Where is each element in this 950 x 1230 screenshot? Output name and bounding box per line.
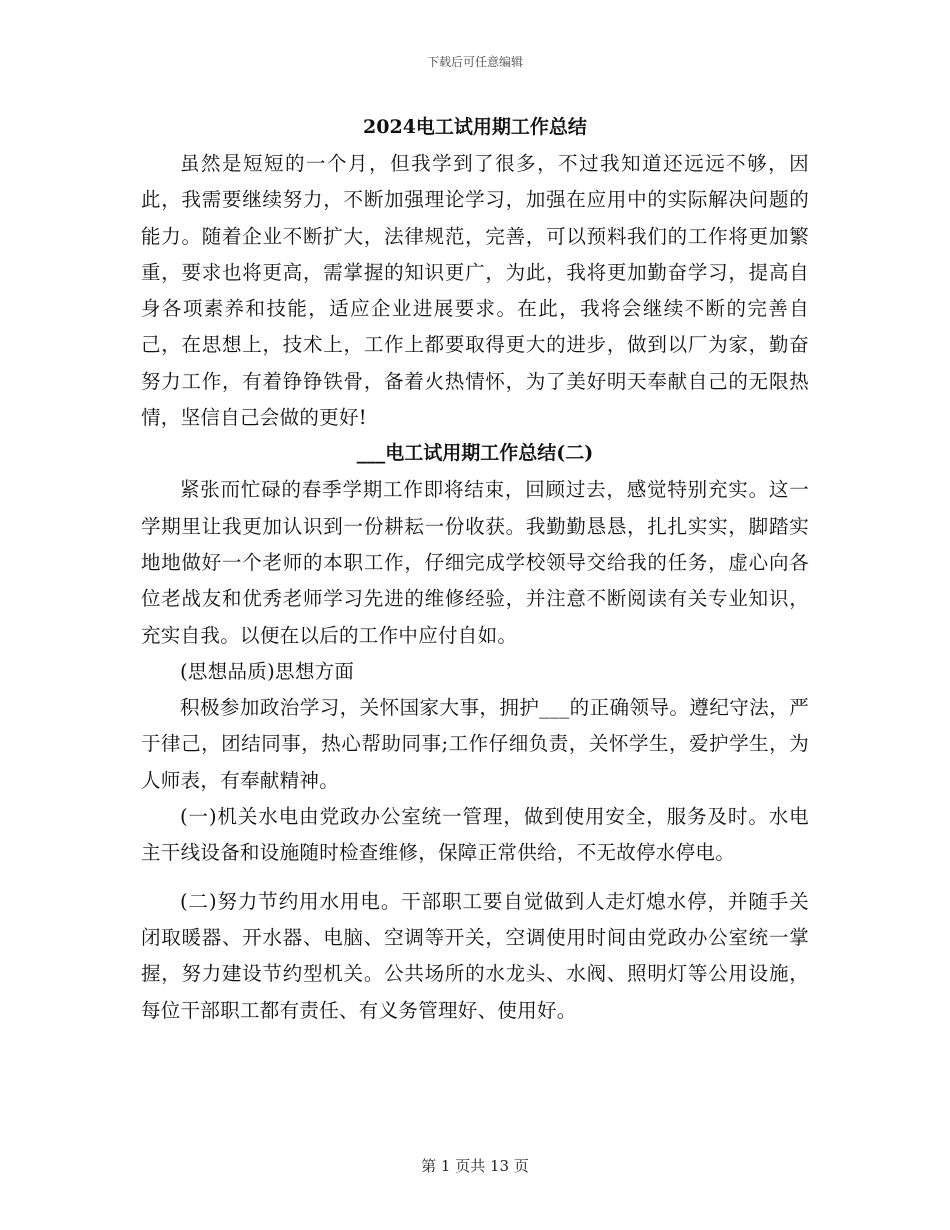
section2-paragraph-1: 紧张而忙碌的春季学期工作即将结束，回顾过去，感觉特别充实。这一学期里让我更加认识到一份耕耘一份收获。我勤勤恳恳，扎扎实实，脚踏实地地做好一个老师的本职工作，仔细完成学校领导交给我的任务，虚心向各位老战友和优秀老师学习先进的维修经验，并注意不断阅读有关专业知识，充实自我。以便在以后的工作中应付自如。 bbox=[141, 478, 809, 647]
header-note: 下载后可任意编辑 bbox=[426, 55, 523, 69]
section2-paragraph-4: (二)努力节约用水用电。干部职工要自觉做到人走灯熄水停，并随手关闭取暖器、开水器、电脑、空调等开关，空调使用时间由党政办公室统一掌握，努力建设节约型机关。公共场所的水龙头、水阀、照明灯等公用设施，每位干部职工都有责任、有义务管理好、使用好。 bbox=[141, 889, 809, 1022]
section1-title: 2024电工试用期工作总结 bbox=[363, 116, 587, 138]
page-footer: 第 1 页共 13 页 bbox=[421, 1157, 529, 1175]
section2-paragraph-2: 积极参加政治学习，关怀国家大事，拥护___的正确领导。遵纪守法，严于律己，团结同事，热心帮助同事;工作仔细负责，关怀学生，爱护学生，为人师表，有奉献精神。 bbox=[141, 696, 809, 792]
document-body bbox=[141, 110, 809, 1029]
section2-subheading: (思想品质)思想方面 bbox=[180, 659, 355, 683]
section2-title: ___电工试用期工作总结(二) bbox=[356, 442, 594, 465]
section1-paragraph-1: 虽然是短短的一个月，但我学到了很多，不过我知道还远远不够，因此，我需要继续努力，不断加强理论学习，加强在应用中的实际解决问题的能力。随着企业不断扩大，法律规范，完善，可以预料我们的工作将更加繁重，要求也将更高，需掌握的知识更广，为此，我将更加勤奋学习，提高自身各项素养和技能，适应企业进展要求。在此，我将会继续不断的完善自己，在思想上，技术上，工作上都要取得更大的进步，做到以厂为家，勤奋努力工作，有着铮铮铁骨，备着火热情怀，为了美好明天奉献自己的无限热情，坚信自己会做的更好! bbox=[141, 152, 809, 430]
section2-paragraph-3: (一)机关水电由党政办公室统一管理，做到使用安全，服务及时。水电主干线设备和设施随时检查维修，保障正常供给，不无故停水停电。 bbox=[141, 805, 809, 865]
